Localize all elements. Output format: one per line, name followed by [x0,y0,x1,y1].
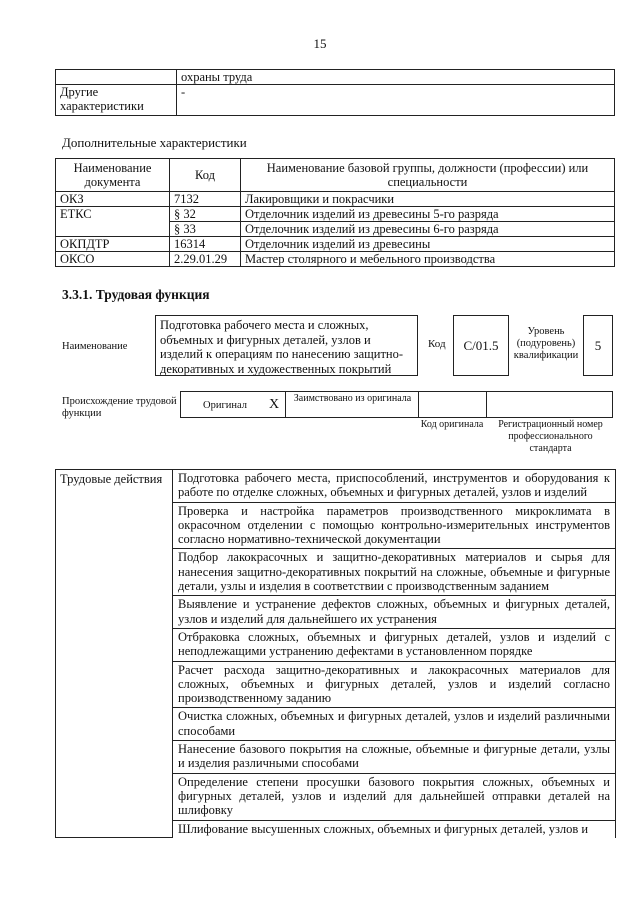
reg-num-label: Регистрационный номер профессионального стандарта [498,419,603,454]
table-header-row [56,159,615,192]
table-cell: 16314 [170,237,241,252]
top-table [55,69,615,116]
header-cell: Наименование базовой группы, должности (профессии) или специальности [241,159,615,192]
additional-title: Дополнительные характеристики [62,135,247,150]
table-cell: ОКПДТР [56,237,170,252]
table-cell [56,70,177,85]
table-cell: Лакировщики и покрасчики [241,192,615,207]
action-item: Проверка и настройка параметров производственного микроклимата в окрасочном отделении с помощью контрольно-измерительных инструментов согласно нормативно-технической документации [173,502,616,549]
table-cell: ОКСО [56,252,170,267]
section-title: 3.3.1. Трудовая функция [62,287,210,302]
code-orig-label: Код оригинала [420,419,484,430]
header-cell: Наименование документа [56,159,170,192]
table-cell: Отделочник изделий из древесины 5-го разряда [241,207,615,222]
table-row [56,222,615,237]
table-cell: Другие характеристики [56,85,177,116]
original-label: Оригинал [203,400,247,411]
table-cell: Мастер столярного и мебельного производства [241,252,615,267]
table-cell: ЕТКС [56,207,170,222]
labor-actions-table [55,469,616,838]
original-mark: X [269,397,280,412]
table-row [56,470,616,503]
table-row [56,85,615,116]
table-row [56,192,615,207]
function-code-box: С/01.5 [453,315,509,376]
action-item: Отбраковка сложных, объемных и фигурных деталей, узлов и изделий с неподлежащими устранению дефектами в установленном порядке [173,628,616,661]
table-cell: Отделочник изделий из древесины 6-го разряда [241,222,615,237]
table-cell: охраны труда [177,70,615,85]
page-number: 15 [313,36,327,51]
action-item: Подготовка рабочего места, приспособлений, инструментов и оборудования к работе по отделке сложных, объемных и фигурных деталей, узлов и изделий [173,470,616,503]
function-name-box: Подготовка рабочего места и сложных, объемных и фигурных деталей, узлов и изделий к операциям по нанесению защитно-декоративных и художественных покрытий [155,315,418,376]
table-cell: 7132 [170,192,241,207]
table-cell: § 33 [170,222,241,237]
code-orig-cell [418,391,486,418]
action-item: Определение степени просушки базового покрытия сложных, объемных и фигурных деталей, узлов и изделий для дальнейшей отправки деталей на шлифовку [173,773,616,820]
table-row [56,70,615,85]
table-cell: - [177,85,615,116]
table-row [56,237,615,252]
header-cell: Код [170,159,241,192]
table-row [56,207,615,222]
table-cell [56,222,170,237]
action-item: Выявление и устранение дефектов сложных, объемных и фигурных деталей, узлов и изделий для дальнейшего их устранения [173,596,616,629]
table-row [56,252,615,267]
original-cell [180,391,285,418]
level-box: 5 [583,315,613,376]
level-label: Уровень (подуровень) квалификации [513,326,579,361]
borrowed-cell [285,391,418,418]
action-item: Шлифование высушенных сложных, объемных и фигурных деталей, узлов и [173,820,616,838]
action-item: Расчет расхода защитно-декоративных и лакокрасочных материалов для сложных, объемных и фигурных деталей, узлов и изделий согласно производственному заданию [173,661,616,708]
action-item: Подбор лакокрасочных и защитно-декоративных материалов и сырья для нанесения защитно-декоративных покрытий на сложные, объемные и фигурные детали, узлы и изделия в соответствии с производственным заданием [173,549,616,596]
reg-num-cell [486,391,613,418]
action-item: Очистка сложных, объемных и фигурных деталей, узлов и изделий различными способами [173,708,616,741]
labor-actions-label: Трудовые действия [56,470,173,838]
origin-label: Происхождение трудовой функции [62,396,177,419]
code-label: Код [428,338,446,350]
additional-table [55,158,615,267]
table-cell: § 32 [170,207,241,222]
action-item: Нанесение базового покрытия на сложные, объемные и фигурные детали, узлы и изделия различными способами [173,741,616,774]
origin-row [180,391,613,418]
borrowed-label: Заимствовано из оригинала [293,393,412,404]
name-label: Наименование [62,341,128,352]
table-cell: 2.29.01.29 [170,252,241,267]
table-cell: ОКЗ [56,192,170,207]
table-cell: Отделочник изделий из древесины [241,237,615,252]
